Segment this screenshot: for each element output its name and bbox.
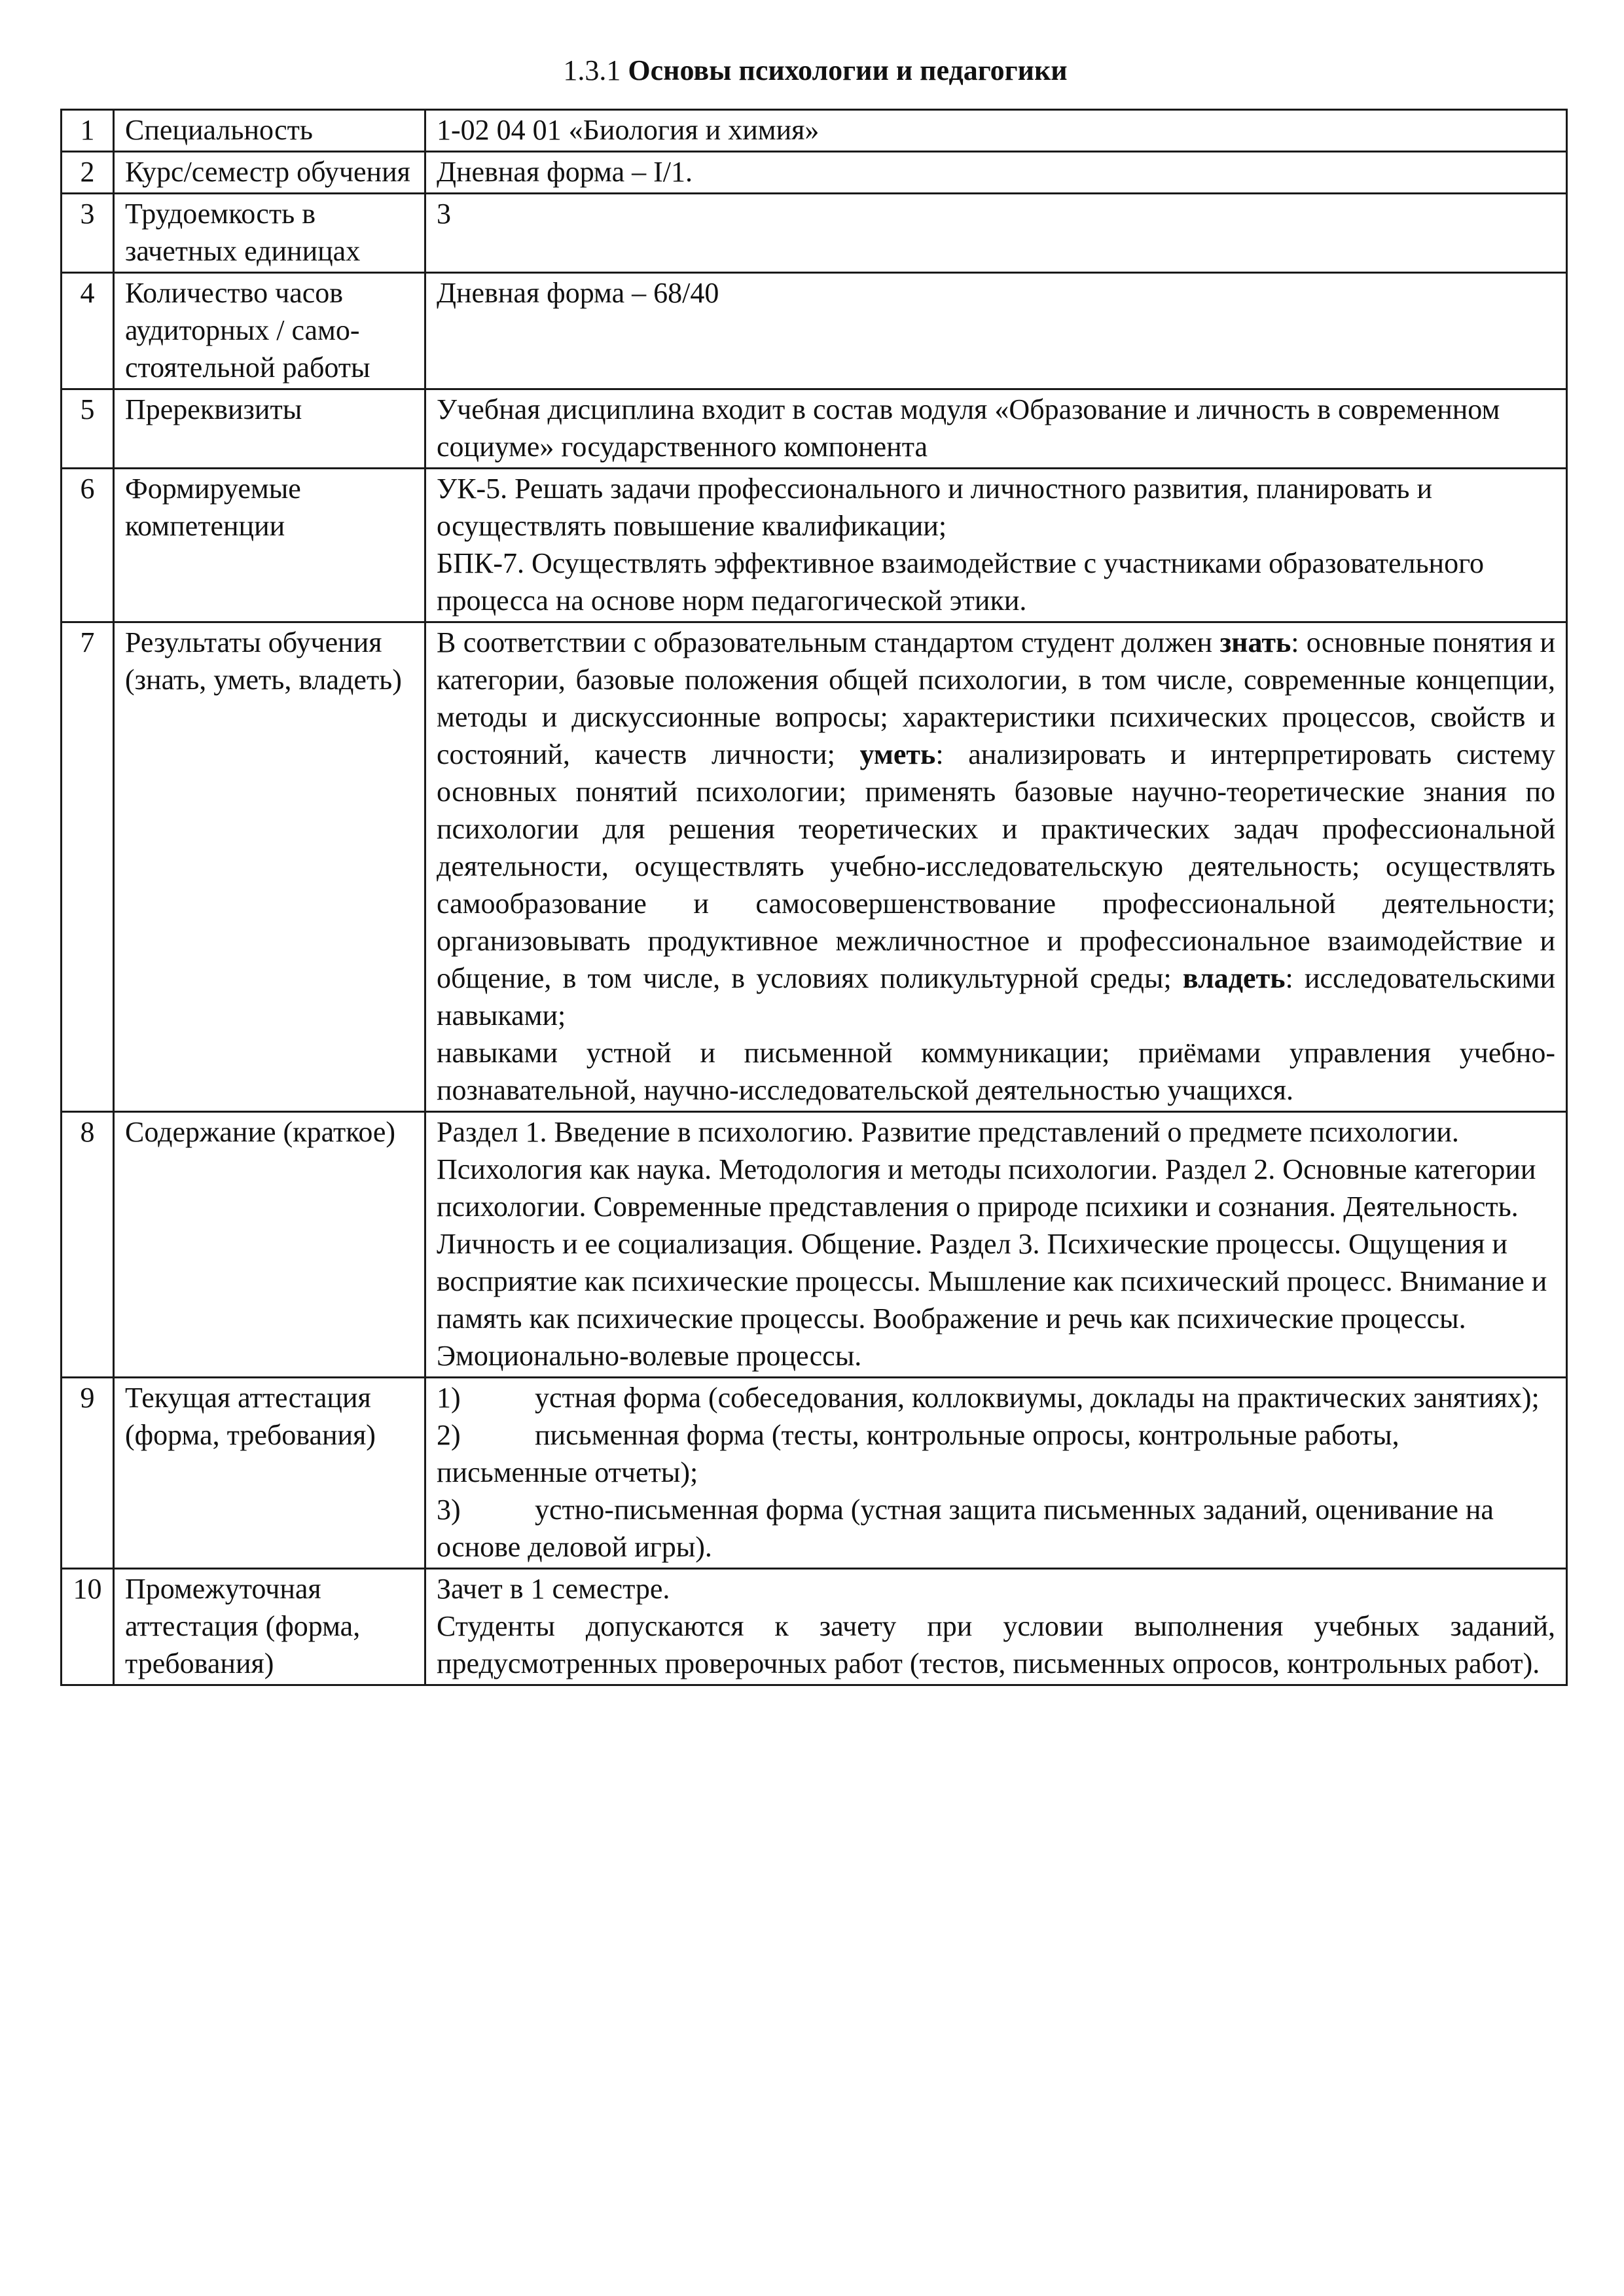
table-row [62, 1112, 1567, 1378]
table-row [62, 469, 1567, 622]
row-value [425, 1569, 1567, 1685]
row-label: Курс/семестр обучения [114, 152, 425, 194]
discipline-table [60, 109, 1568, 1686]
results-text: : основные понятия и категории, базовые положения общей психологии, в том числе, современные концепции, методы и дискуссионные вопросы; характеристики психических процессов, свойств и состояний, качеств личности; [437, 626, 1555, 770]
row-number: 7 [62, 622, 114, 1112]
row-value [425, 1378, 1567, 1569]
row-label: Промежуточная аттестация (форма, требования) [114, 1569, 425, 1685]
row-label: Пререквизиты [114, 389, 425, 469]
row-value: Учебная дисциплина входит в состав модуля «Образование и личность в современном социуме» государственного компонента [425, 389, 1567, 469]
list-item [437, 1491, 1555, 1566]
results-know-keyword: знать [1219, 626, 1291, 658]
row-label: Специальность [114, 110, 425, 152]
table-row [62, 622, 1567, 1112]
table-row [62, 389, 1567, 469]
list-marker: 1) [437, 1382, 461, 1414]
row-label: Результаты обучения (знать, уметь, владеть) [114, 622, 425, 1112]
row-label: Содержание (краткое) [114, 1112, 425, 1378]
list-item [437, 1416, 1555, 1491]
row-label: Формируемые компетенции [114, 469, 425, 622]
table-row [62, 194, 1567, 273]
results-text: : исследовательскими навыками; [437, 962, 1555, 1031]
results-text: : анализировать и интерпретировать систему основных понятий психологии; применять базовые научно-теоретические знания по психологии для решения теоретических и практических задач профессиональной деятельности, осуществлять учебно-исследовательскую деятельность; осуществлять самообразование и самосовершенствование профессиональной деятельности; организовывать продуктивное межличностное и профессиональное взаимодействие и общение, в том числе, в условиях поликультурной среды; [437, 738, 1555, 994]
results-master-keyword: владеть [1182, 962, 1286, 994]
row-value: Раздел 1. Введение в психологию. Развитие представлений о предмете психологии. Психология как наука. Методология и методы психологии. Раздел 2. Основные категории психологии. Современные представления о природе психики и сознания. Деятельность. Личность и ее социализация. Общение. Раздел 3. Психические процессы. Ощущения и восприятие как психические процессы. Мышление как психический процесс. Внимание и память как психические процессы. Воображение и речь как психические процессы. Эмоционально-волевые процессы. [425, 1112, 1567, 1378]
exam-requirements: Студенты допускаются к зачету при условии выполнения учебных заданий, предусмотренных проверочных работ (тестов, письменных опросов, контрольных работ). [437, 1610, 1555, 1679]
title-main: Основы психологии и педагогики [628, 54, 1068, 86]
table-row [62, 1378, 1567, 1569]
list-item-text: устная форма (собеседования, коллоквиумы, доклады на практических занятиях); [535, 1382, 1540, 1414]
row-number: 5 [62, 389, 114, 469]
table-row [62, 110, 1567, 152]
row-number: 3 [62, 194, 114, 273]
row-value: Дневная форма – 68/40 [425, 273, 1567, 389]
row-number: 9 [62, 1378, 114, 1569]
row-label: Трудоемкость в зачетных единицах [114, 194, 425, 273]
row-number: 1 [62, 110, 114, 152]
exam-form: Зачет в 1 семестре. [437, 1573, 670, 1605]
results-text: навыками устной и письменной коммуникации; приёмами управления учебно-познавательной, научно-исследовательской деятельностью учащихся. [437, 1037, 1555, 1106]
row-value [425, 622, 1567, 1112]
row-value: 1-02 04 01 «Биология и химия» [425, 110, 1567, 152]
table-row [62, 273, 1567, 389]
results-text: В соответствии с образовательным стандартом студент должен [437, 626, 1220, 658]
list-marker: 3) [437, 1494, 461, 1526]
list-item-text: устно-письменная форма (устная защита письменных заданий, оценивание на основе деловой игры). [437, 1494, 1494, 1563]
row-label: Текущая аттестация (форма, требования) [114, 1378, 425, 1569]
list-item-text: письменная форма (тесты, контрольные опросы, контрольные работы, письменные отчеты); [437, 1419, 1399, 1488]
page-title [0, 52, 1624, 89]
row-number: 4 [62, 273, 114, 389]
row-number: 8 [62, 1112, 114, 1378]
row-number: 6 [62, 469, 114, 622]
results-can-keyword: уметь [859, 738, 936, 770]
table-row [62, 1569, 1567, 1685]
row-value [425, 469, 1567, 622]
competence-bpk7: БПК-7. Осуществлять эффективное взаимодействие с участниками образовательного процесса на основе норм педагогической этики. [437, 547, 1485, 617]
row-value: Дневная форма – I/1. [425, 152, 1567, 194]
list-marker: 2) [437, 1419, 461, 1451]
list-item [437, 1379, 1555, 1416]
row-value: 3 [425, 194, 1567, 273]
table-row [62, 152, 1567, 194]
title-prefix: 1.3.1 [563, 54, 628, 86]
row-number: 2 [62, 152, 114, 194]
row-number: 10 [62, 1569, 114, 1685]
competence-uk5: УК-5. Решать задачи профессионального и личностного развития, планировать и осуществлять повышение квалификации; [437, 473, 1433, 542]
row-label: Количество часов аудиторных / само-стоятельной работы [114, 273, 425, 389]
